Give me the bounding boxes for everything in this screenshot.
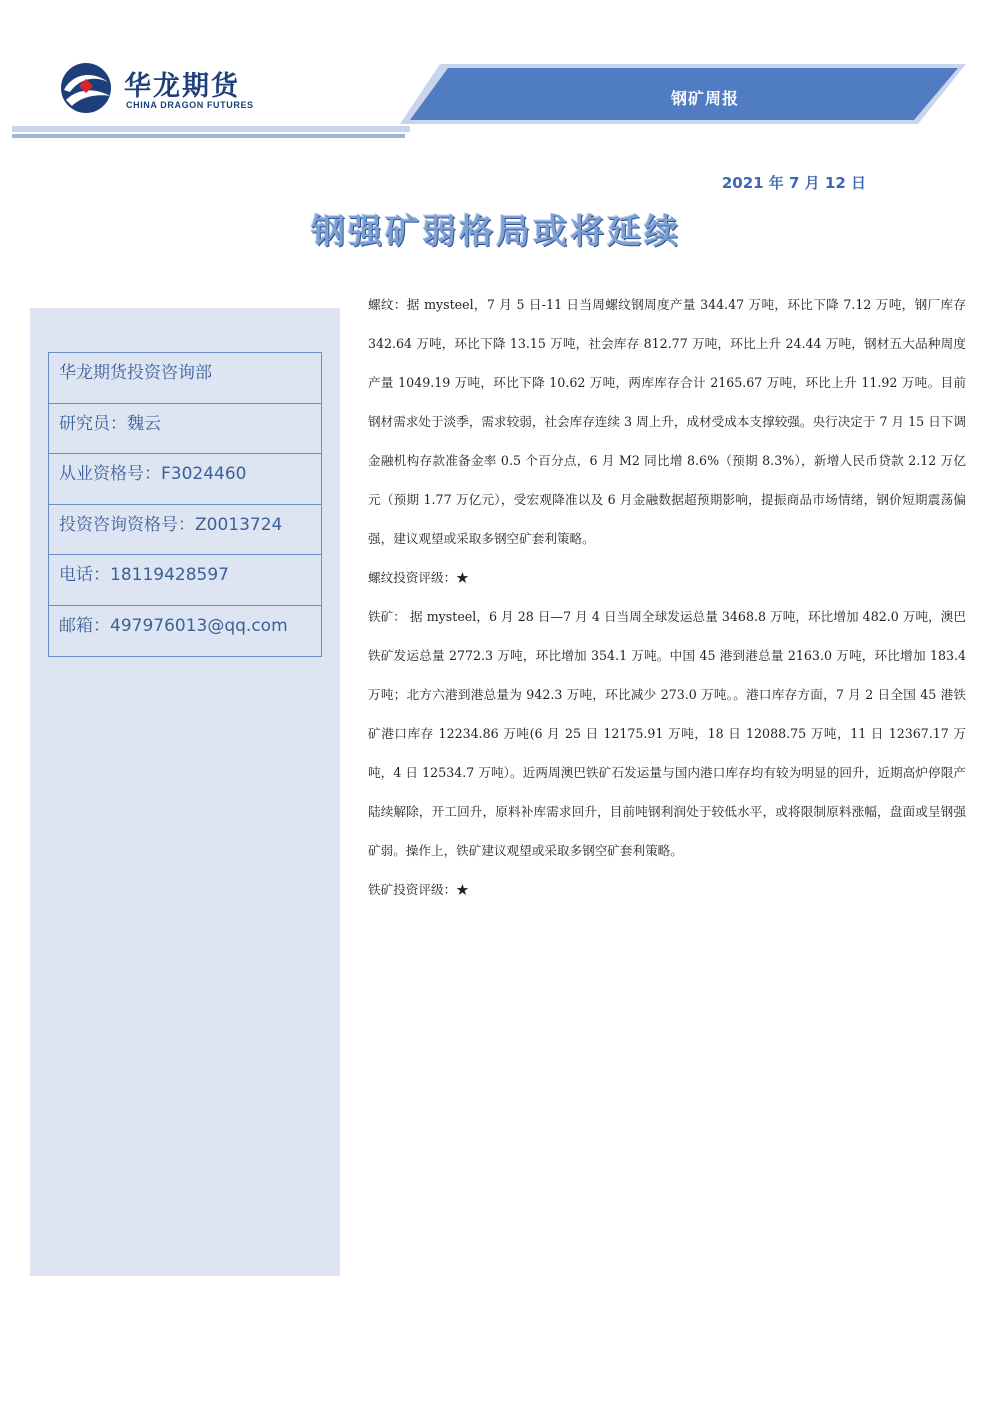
- department-row: 华龙期货投资咨询部: [49, 353, 321, 404]
- page-title: 钢强矿弱格局或将延续: [311, 212, 681, 252]
- email-row: 邮箱：497976013@qq.com: [59, 615, 288, 636]
- ore-paragraph: 铁矿： 据 mysteel，6 月 28 日—7 月 4 日当周全球发运总量 3468.8 万吨，环比增加 482.0 万吨，澳巴铁矿发运总量 2772.3 万吨，环比增加 354.1 万吨。中国 45 港到港总量 2163.0 万吨，环比增加 183.4 万吨；北方六港到港总量为 942.3 万吨，环比减少 273.0 万吨。。港口库存方面，7 月 2 日全国 45 港铁矿港口库存 12234.86 万吨(6 月 25 日 12175.91 万吨，18 日 12088.75 万吨，11 日 12367.17 万吨，4 日 12534.7 万吨）。近两周澳巴铁矿石发运量与国内港口库存均有较为明显的回升，近期高炉停限产陆续解除，开工回升，原料补库需求回升，目前吨钢利润处于较低水平，或将限制原料涨幅，盘面或呈钢强矿弱。操作上，铁矿建议观望或采取多钢空矿套利策略。: [368, 609, 966, 858]
- brand-name-en: CHINA DRAGON FUTURES: [126, 100, 254, 110]
- qualification-row: 从业资格号：F3024460: [49, 454, 321, 505]
- researcher-row: 研究员：魏云: [49, 404, 321, 455]
- phone-row: 电话：18119428597: [49, 555, 321, 606]
- report-date: 2021 年 7 月 12 日: [721, 174, 866, 192]
- header-band: [0, 58, 992, 138]
- analyst-info-table: [48, 352, 322, 657]
- rebar-rating: 螺纹投资评级：★: [368, 570, 469, 585]
- ore-rating: 铁矿投资评级：★: [368, 882, 469, 897]
- report-type-label: 钢矿周报: [670, 89, 739, 108]
- rebar-paragraph: 螺纹：据 mysteel，7 月 5 日-11 日当周螺纹钢周度产量 344.47 万吨，环比下降 7.12 万吨，钢厂库存 342.64 万吨，环比下降 13.15 万吨，社会库存 812.77 万吨，环比上升 24.44 万吨，钢材五大品种周度产量 1049.19 万吨，环比下降 10.62 万吨，两库库存合计 2165.67 万吨，环比上升 11.92 万吨。目前钢材需求处于淡季，需求较弱，社会库存连续 3 周上升，成材受成本支撑较强。央行决定于 7 月 15 日下调金融机构存款准备金率 0.5 个百分点，6 月 M2 同比增 8.6%（预期 8.3%），新增人民币贷款 2.12 万亿元（预期 1.77 万亿元），受宏观降准以及 6 月金融数据超预期影响，提振商品市场情绪，钢价短期震荡偏强，建议观望或采取多钢空矿套利策略。: [368, 297, 966, 546]
- consulting-qualification-row: 投资咨询资格号：Z0013724: [49, 505, 321, 556]
- brand-name-cn: 华龙期货: [124, 71, 240, 102]
- report-body: [368, 285, 966, 909]
